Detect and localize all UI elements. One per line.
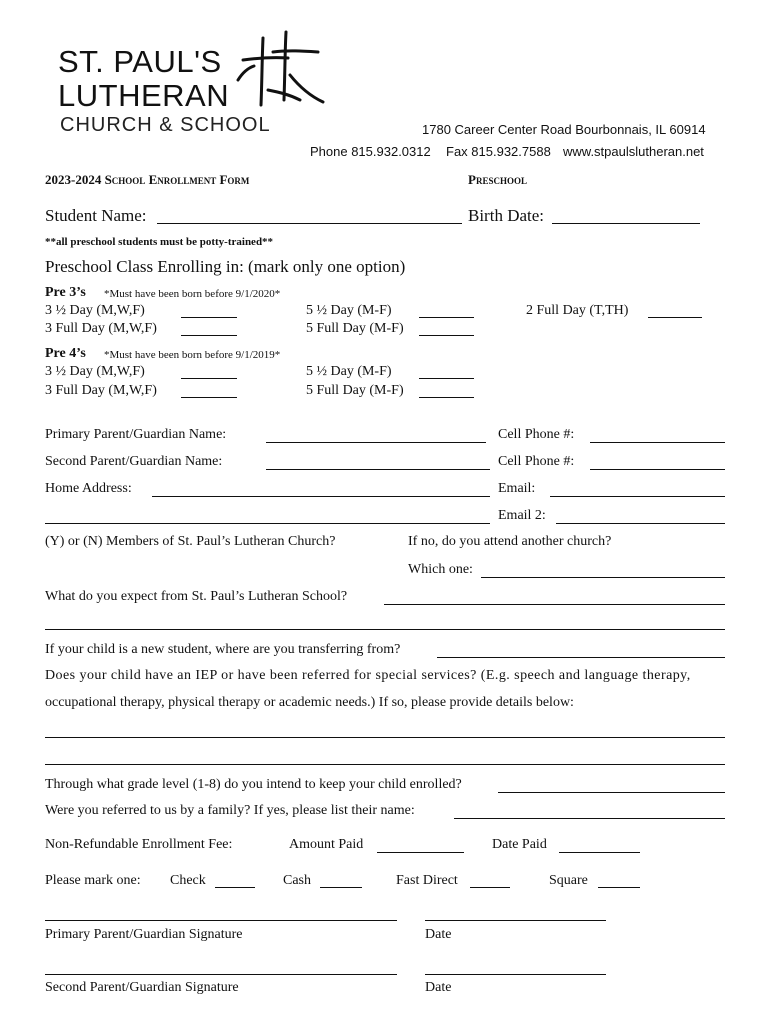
pre4-half-day-mwf-blank[interactable] bbox=[181, 366, 237, 379]
second-parent-field[interactable] bbox=[266, 455, 490, 470]
pre4-full-day-mf: 5 Full Day (M-F) bbox=[306, 383, 404, 398]
pre3-note: *Must have been born before 9/1/2020* bbox=[104, 288, 281, 300]
cash-label: Cash bbox=[283, 873, 311, 888]
cash-blank[interactable] bbox=[320, 875, 362, 888]
cross-icon bbox=[228, 30, 328, 110]
pre3-half-day-mf-blank[interactable] bbox=[419, 305, 474, 318]
primary-parent-field[interactable] bbox=[266, 428, 486, 443]
church-website: www.stpaulslutheran.net bbox=[563, 144, 704, 159]
square-blank[interactable] bbox=[598, 875, 640, 888]
pre4-half-day-mwf: 3 ½ Day (M,W,F) bbox=[45, 364, 145, 379]
square-label: Square bbox=[549, 873, 588, 888]
transfer-field[interactable] bbox=[437, 643, 725, 658]
pre3-two-full-day: 2 Full Day (T,TH) bbox=[526, 303, 629, 318]
pre4-half-day-mf-blank[interactable] bbox=[419, 366, 474, 379]
pre4-heading: Pre 4’s bbox=[45, 346, 86, 361]
church-address: 1780 Career Center Road Bourbonnais, IL 60914 bbox=[422, 122, 706, 137]
pre3-full-day-mwf: 3 Full Day (M,W,F) bbox=[45, 321, 157, 336]
amount-paid-label: Amount Paid bbox=[289, 837, 364, 852]
pre3-full-day-mwf-blank[interactable] bbox=[181, 323, 237, 336]
iep-details-field-1[interactable] bbox=[45, 723, 725, 738]
pre4-full-day-mwf-blank[interactable] bbox=[181, 385, 237, 398]
pre4-note: *Must have been born before 9/1/2019* bbox=[104, 349, 281, 361]
expect-label: What do you expect from St. Paul’s Lutheran School? bbox=[45, 589, 348, 604]
pre3-two-full-day-blank[interactable] bbox=[648, 305, 702, 318]
iep-question-line2: occupational therapy, physical therapy or academic needs.) If so, please provide details below: bbox=[45, 695, 574, 710]
iep-question-line1: Does your child have an IEP or have been referred for special services? (E.g. speech and language therapy, bbox=[45, 668, 691, 683]
grade-level-field[interactable] bbox=[498, 778, 725, 793]
check-blank[interactable] bbox=[215, 875, 255, 888]
pre4-full-day-mwf: 3 Full Day (M,W,F) bbox=[45, 383, 157, 398]
expect-field-2[interactable] bbox=[45, 615, 725, 630]
pre3-half-day-mwf-blank[interactable] bbox=[181, 305, 237, 318]
primary-signature-line[interactable] bbox=[45, 920, 397, 921]
email-label: Email: bbox=[498, 481, 536, 496]
check-label: Check bbox=[170, 873, 206, 888]
pre3-half-day-mf: 5 ½ Day (M-F) bbox=[306, 303, 392, 318]
referred-label: Were you referred to us by a family? If yes, please list their name: bbox=[45, 803, 415, 818]
student-name-field[interactable] bbox=[157, 209, 462, 224]
mark-one-label: Please mark one: bbox=[45, 873, 141, 888]
church-phone: Phone 815.932.0312 bbox=[310, 144, 431, 159]
form-type: Preschool bbox=[468, 172, 527, 187]
pre4-full-day-mf-blank[interactable] bbox=[419, 385, 474, 398]
cell-phone-field-1[interactable] bbox=[590, 428, 725, 443]
email2-field[interactable] bbox=[556, 509, 725, 524]
potty-note: **all preschool students must be potty-trained** bbox=[45, 236, 274, 248]
primary-date-label: Date bbox=[425, 927, 452, 942]
amount-paid-field[interactable] bbox=[377, 838, 464, 853]
which-one-field[interactable] bbox=[481, 563, 725, 578]
logo-line-3: CHURCH & SCHOOL bbox=[60, 114, 271, 136]
second-parent-label: Second Parent/Guardian Name: bbox=[45, 454, 223, 469]
student-name-label: Student Name: bbox=[45, 206, 147, 225]
pre3-half-day-mwf: 3 ½ Day (M,W,F) bbox=[45, 303, 145, 318]
second-date-line[interactable] bbox=[425, 974, 606, 975]
email-field[interactable] bbox=[550, 482, 725, 497]
email2-label: Email 2: bbox=[498, 508, 546, 523]
pre3-heading: Pre 3’s bbox=[45, 285, 86, 300]
home-address-field-2[interactable] bbox=[45, 509, 490, 524]
logo-line-1: ST. PAUL'S bbox=[58, 44, 222, 79]
transfer-label: If your child is a new student, where are you transferring from? bbox=[45, 642, 401, 657]
cell-phone-field-2[interactable] bbox=[590, 455, 725, 470]
expect-field[interactable] bbox=[384, 590, 725, 605]
second-signature-line[interactable] bbox=[45, 974, 397, 975]
logo-line-2: LUTHERAN bbox=[58, 78, 230, 113]
grade-level-label: Through what grade level (1-8) do you intend to keep your child enrolled? bbox=[45, 777, 462, 792]
church-fax: Fax 815.932.7588 bbox=[446, 144, 551, 159]
other-church-label: If no, do you attend another church? bbox=[408, 534, 612, 549]
members-label: (Y) or (N) Members of St. Paul’s Lutheran Church? bbox=[45, 534, 336, 549]
birth-date-field[interactable] bbox=[552, 209, 700, 224]
home-address-field[interactable] bbox=[152, 482, 490, 497]
home-address-label: Home Address: bbox=[45, 481, 132, 496]
cell-phone-label-2: Cell Phone #: bbox=[498, 454, 575, 469]
birth-date-label: Birth Date: bbox=[468, 206, 545, 225]
second-date-label: Date bbox=[425, 980, 452, 995]
primary-parent-label: Primary Parent/Guardian Name: bbox=[45, 427, 227, 442]
fast-direct-blank[interactable] bbox=[470, 875, 510, 888]
second-signature-label: Second Parent/Guardian Signature bbox=[45, 980, 239, 995]
iep-details-field-2[interactable] bbox=[45, 750, 725, 765]
referred-field[interactable] bbox=[454, 804, 725, 819]
primary-signature-label: Primary Parent/Guardian Signature bbox=[45, 927, 243, 942]
primary-date-line[interactable] bbox=[425, 920, 606, 921]
class-prompt: Preschool Class Enrolling in: (mark only one option) bbox=[45, 257, 406, 276]
cell-phone-label-1: Cell Phone #: bbox=[498, 427, 575, 442]
fast-direct-label: Fast Direct bbox=[396, 873, 458, 888]
pre3-full-day-mf: 5 Full Day (M-F) bbox=[306, 321, 404, 336]
pre4-half-day-mf: 5 ½ Day (M-F) bbox=[306, 364, 392, 379]
date-paid-field[interactable] bbox=[559, 838, 640, 853]
form-title: 2023-2024 School Enrollment Form bbox=[45, 172, 250, 187]
fee-label: Non-Refundable Enrollment Fee: bbox=[45, 837, 233, 852]
pre3-full-day-mf-blank[interactable] bbox=[419, 323, 474, 336]
which-one-label: Which one: bbox=[408, 562, 473, 577]
date-paid-label: Date Paid bbox=[492, 837, 547, 852]
